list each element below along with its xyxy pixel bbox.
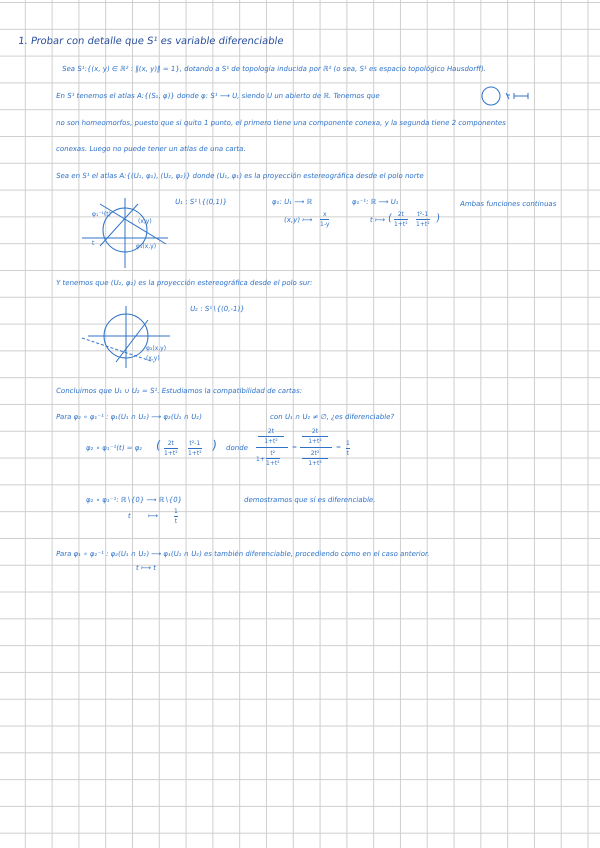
fig1-phi-inverse-label: φ₁⁻¹(t): [92, 211, 111, 218]
compound-fraction-bar: [256, 447, 288, 448]
text-phi1-inverse-def: φ₁⁻¹: ℝ ⟶ U₁: [351, 198, 400, 206]
text-line-16: t ⟼ t: [135, 564, 157, 572]
text-t-maps: t ⟼: [369, 216, 386, 224]
text-line-5: Sea en S¹ el atlas A:{(U₁, φ₁), (U₂, φ₂)} donde (U₁, φ₁) es la proyección estereográfica desde el polo norte: [55, 172, 425, 180]
fraction-1-over-t: 1 t: [346, 440, 350, 457]
text-u2-def: U₂ : S¹∖{(0,-1)}: [189, 305, 246, 313]
fraction-2t-over-1-plus-t2-b: 2t 1+t²: [164, 440, 178, 457]
text-line-14-maps: ⟼: [147, 512, 159, 520]
text-phi1-def: φ₁: U₁ ⟶ ℝ: [271, 198, 313, 206]
text-xy-maps: (x,y) ⟼: [283, 216, 313, 224]
text-u1-def: U₁ : S¹∖{(0,1)}: [174, 198, 228, 206]
paren-close: ): [435, 213, 441, 224]
compound-fraction-2-denominator: 2t² 1+t²: [302, 450, 328, 467]
text-line-15: Para φ₁ ∘ φ₂⁻¹ : φ₂(U₁ ∩ U₂) ⟶ φ₁(U₁ ∩ U₂) es también diferenciable, procediendo como en el caso anterior.: [55, 550, 431, 558]
compound-fraction-inner: t² 1+t²: [266, 450, 280, 467]
fig2-phi-label: φ₂(x,y): [146, 345, 167, 352]
compound-fraction-numerator: 2t 1+t²: [258, 428, 284, 445]
fraction-x-over-1-minus-y: x 1-y: [320, 211, 330, 228]
south-pole-projection-figure: [78, 300, 178, 382]
text-line-4: conexas. Luego no puede tener un atlas de una carta.: [55, 145, 247, 153]
text-line-12b: donde: [225, 444, 249, 452]
text-line-14-t: t: [127, 512, 132, 520]
page-title: 1. Probar con detalle que S¹ es variable diferenciable: [17, 36, 285, 47]
paren-open: (: [387, 213, 393, 224]
text-line-11a: Para φ₂ ∘ φ₁⁻¹ : φ₁(U₁ ∩ U₂) ⟶ φ₂(U₁ ∩ U₂): [55, 413, 203, 421]
text-line-13a: φ₂ ∘ φ₁⁻¹: ℝ∖{0} ⟶ ℝ∖{0}: [85, 496, 183, 504]
fig2-point-label: (x,y): [146, 355, 160, 362]
fraction-t2-minus-1-over-1-plus-t2-b: t²-1 1+t²: [188, 440, 202, 457]
fraction-1-over-t-b: 1 t: [174, 508, 178, 525]
compound-one-plus: 1+: [256, 456, 265, 463]
fig1-phi-label: φ₁(x,y): [136, 243, 157, 250]
fraction-t2-minus-1-over-1-plus-t2: t²-1 1+t²: [416, 211, 430, 228]
equals-sign-2: =: [336, 444, 342, 451]
text-line-8: Y tenemos que (U₂, φ₂) es la proyección estereográfica desde el polo sur:: [55, 279, 313, 287]
compound-fraction-2-numerator: 2t 1+t²: [302, 428, 328, 445]
north-pole-projection-figure: [80, 190, 170, 270]
text-line-11b: con U₁ ∩ U₂ ≠ ∅, ¿es diferenciable?: [269, 413, 395, 421]
equals-sign-1: =: [292, 444, 298, 451]
paren-open-2: (: [155, 438, 162, 452]
paren-close-2: ): [211, 438, 218, 452]
text-line-1: Sea S¹:{(x, y) ∈ ℝ² : ‖(x, y)‖ = 1}, dotando a S¹ de topología inducida por ℝ² (o sea, S¹ es espacio topológico Hausdorff).: [61, 65, 487, 73]
text-both-continuous: Ambas funciones continuas: [459, 200, 557, 208]
text-line-13b: demostramos que sí es diferenciable.: [243, 496, 377, 504]
text-line-2: En S¹ tenemos el atlas A:{(S₁, φ)} donde φ: S¹ ⟶ U, siendo U un abierto de ℝ. Tenemos que: [55, 92, 381, 100]
text-line-3: no son homeomorfos, puesto que si quito 1 punto, el primero tiene una componente conexa, y la segunda tiene 2 componentes: [55, 119, 507, 127]
fig1-t-label: t: [92, 240, 95, 247]
compound-fraction-2-bar: [300, 447, 332, 448]
text-line-10: Concluimos que U₁ ∪ U₂ = S¹. Estudiamos la compatibilidad de cartas:: [55, 387, 303, 395]
circle-not-homeomorphic-line-icon: [480, 86, 530, 106]
text-line-12a: φ₂ ∘ φ₁⁻¹(t) = φ₂: [85, 444, 143, 452]
fig1-point-label: (x,y): [138, 218, 152, 225]
fraction-2t-over-1-plus-t2: 2t 1+t²: [394, 211, 408, 228]
